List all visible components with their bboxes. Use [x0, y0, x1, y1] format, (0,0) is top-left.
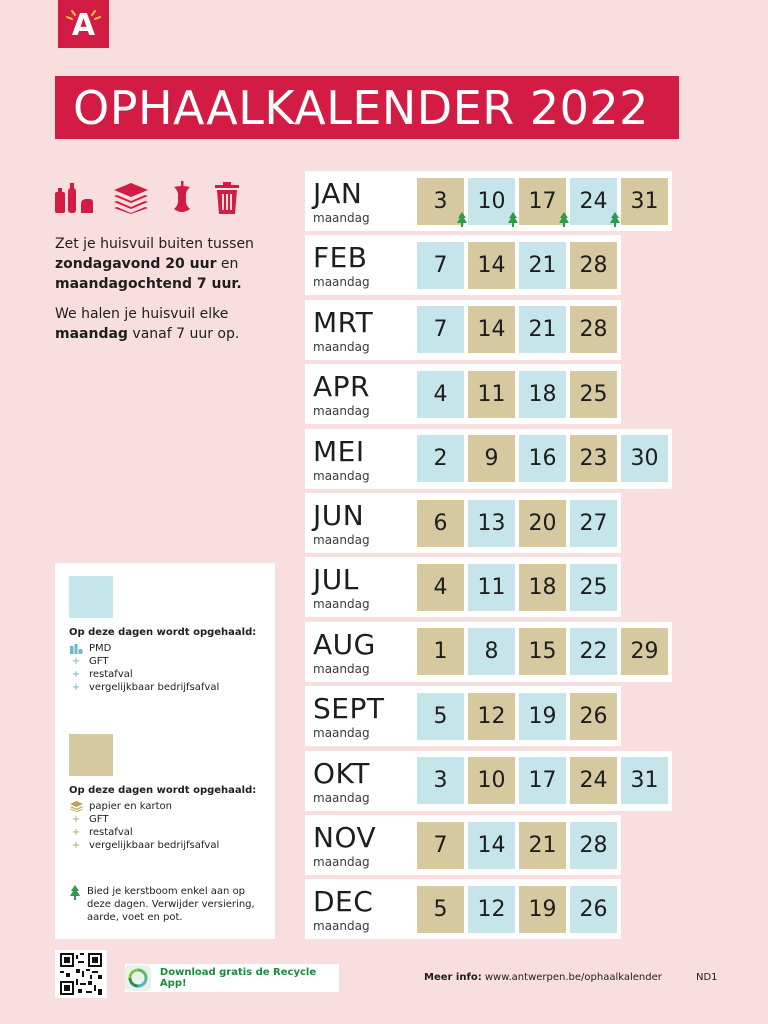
recycle-app-icon	[125, 964, 152, 992]
weekday-label: maandag	[313, 468, 370, 483]
month-label	[305, 751, 417, 811]
legend-item-label: papier en karton	[89, 801, 172, 812]
apple-core-icon	[168, 181, 196, 215]
weekday-label: maandag	[313, 275, 370, 290]
collection-day-blue	[468, 564, 515, 611]
intro-bold: maandag	[55, 326, 128, 342]
list-item	[69, 839, 219, 852]
day-number: 26	[579, 896, 608, 922]
day-number: 25	[579, 574, 608, 600]
intro-text-fragment: en	[216, 256, 239, 272]
collection-day-gold	[417, 564, 464, 611]
collection-days	[417, 242, 617, 289]
day-number: 17	[528, 768, 557, 794]
day-number: 29	[630, 639, 659, 665]
month-row	[305, 171, 672, 231]
christmas-tree-icon	[507, 212, 519, 228]
collection-day-blue	[519, 371, 566, 418]
paper-stack-icon	[112, 182, 150, 214]
list-item	[69, 655, 219, 668]
collection-day-blue	[417, 242, 464, 289]
christmas-tree-icon	[609, 212, 621, 228]
collection-day-gold	[468, 371, 515, 418]
collection-day-blue	[468, 822, 515, 869]
plus-icon: +	[71, 814, 81, 825]
weekday-label: maandag	[313, 919, 370, 934]
collection-days	[417, 822, 617, 869]
list-item	[69, 681, 219, 694]
collection-day-blue	[468, 500, 515, 547]
collection-day-blue	[519, 757, 566, 804]
collection-day-blue	[417, 757, 464, 804]
legend-blue-heading: Op deze dagen wordt opgehaald:	[69, 627, 257, 638]
day-number: 28	[579, 317, 608, 343]
day-number: 7	[433, 252, 448, 278]
collection-day-blue	[468, 628, 515, 675]
collection-day-blue	[519, 435, 566, 482]
day-number: 7	[433, 832, 448, 858]
collection-days	[417, 693, 617, 740]
collection-days	[417, 757, 668, 804]
list-item	[69, 800, 219, 813]
month-name: MEI	[313, 434, 365, 468]
plus-icon: +	[71, 656, 81, 667]
collection-day-blue	[417, 371, 464, 418]
more-info	[424, 972, 662, 983]
page-title: OPHAALKALENDER 2022	[73, 80, 649, 135]
collection-day-gold	[570, 242, 617, 289]
recycle-app-banner[interactable]	[125, 964, 339, 992]
day-number: 12	[477, 703, 506, 729]
list-item	[69, 813, 219, 826]
list-item	[69, 642, 219, 655]
month-name: OKT	[313, 756, 370, 790]
month-row	[305, 429, 672, 489]
day-number: 19	[528, 703, 557, 729]
day-number: 26	[579, 703, 608, 729]
plus-icon: +	[71, 669, 81, 680]
collection-day-gold	[417, 886, 464, 933]
blue-swatch	[69, 576, 113, 618]
day-number: 1	[433, 639, 448, 665]
waste-icons	[54, 180, 240, 216]
plus-icon: +	[71, 827, 81, 838]
collection-day-gold	[570, 435, 617, 482]
logo-letter: A	[71, 8, 96, 43]
month-name: MRT	[313, 305, 374, 339]
month-label	[305, 557, 417, 617]
day-number: 3	[433, 188, 448, 214]
collection-days	[417, 500, 617, 547]
legend-item-label: GFT	[89, 656, 109, 667]
intro-text-fragment: vanaf 7 uur op.	[127, 326, 240, 342]
month-row	[305, 622, 672, 682]
legend-item-label: restafval	[89, 827, 133, 838]
day-number: 7	[433, 317, 448, 343]
weekday-label: maandag	[313, 726, 370, 741]
collection-day-gold	[468, 693, 515, 740]
weekday-label: maandag	[313, 661, 370, 676]
collection-day-blue	[570, 564, 617, 611]
day-number: 10	[477, 188, 506, 214]
day-number: 12	[477, 896, 506, 922]
month-label	[305, 815, 417, 875]
collection-days	[417, 886, 617, 933]
legend-item-label: GFT	[89, 814, 109, 825]
month-label	[305, 879, 417, 939]
month-label	[305, 364, 417, 424]
plus-icon: +	[71, 682, 81, 693]
day-number: 5	[433, 896, 448, 922]
collection-day-blue	[417, 306, 464, 353]
day-number: 18	[528, 574, 557, 600]
collection-days	[417, 564, 617, 611]
day-number: 5	[433, 703, 448, 729]
collection-day-blue	[621, 757, 668, 804]
month-name: SEPT	[313, 692, 385, 726]
collection-day-blue	[468, 178, 515, 225]
collection-day-blue	[519, 693, 566, 740]
day-number: 4	[433, 381, 448, 407]
day-number: 11	[477, 381, 506, 407]
christmas-tree-icon	[456, 212, 468, 228]
collection-days	[417, 178, 668, 225]
collection-day-gold	[519, 500, 566, 547]
day-number: 24	[579, 188, 608, 214]
collection-day-blue	[417, 435, 464, 482]
collection-day-blue	[519, 242, 566, 289]
month-name: JUN	[313, 499, 365, 532]
collection-day-gold	[519, 886, 566, 933]
day-number: 8	[484, 639, 499, 665]
month-name: NOV	[313, 821, 377, 854]
weekday-label: maandag	[313, 211, 370, 225]
month-label	[305, 235, 417, 295]
day-number: 18	[528, 381, 557, 407]
day-number: 4	[433, 574, 448, 600]
collection-day-gold	[621, 178, 668, 225]
day-number: 14	[477, 317, 506, 343]
day-number: 6	[433, 510, 448, 536]
day-number: 14	[477, 252, 506, 278]
christmas-tree-icon	[558, 212, 570, 228]
plus-icon: +	[71, 840, 81, 851]
collection-day-blue	[570, 178, 617, 225]
weekday-label: maandag	[313, 855, 370, 869]
month-label	[305, 300, 417, 360]
weekday-label: maandag	[313, 404, 370, 419]
collection-day-gold	[519, 628, 566, 675]
collection-day-gold	[519, 822, 566, 869]
month-name: FEB	[313, 241, 368, 275]
collection-days	[417, 371, 617, 418]
month-label	[305, 493, 417, 553]
collection-day-blue	[621, 435, 668, 482]
collection-day-gold	[621, 628, 668, 675]
collection-day-gold	[468, 242, 515, 289]
collection-day-gold	[417, 500, 464, 547]
month-name: JUL	[313, 563, 359, 597]
collection-day-gold	[468, 306, 515, 353]
day-number: 22	[579, 639, 608, 665]
collection-day-gold	[570, 371, 617, 418]
day-number: 31	[630, 188, 659, 214]
month-row	[305, 493, 621, 553]
day-number: 13	[477, 510, 506, 536]
day-number: 23	[579, 446, 608, 472]
day-number: 28	[579, 252, 608, 278]
weekday-label: maandag	[313, 597, 370, 612]
intro-text	[55, 234, 285, 354]
day-number: 21	[528, 252, 557, 278]
collection-day-gold	[570, 757, 617, 804]
month-label	[305, 686, 417, 746]
day-number: 17	[528, 188, 557, 214]
month-name: JAN	[313, 177, 363, 210]
trash-bin-icon	[214, 182, 240, 214]
month-row	[305, 686, 621, 746]
month-row	[305, 751, 672, 811]
weekday-label: maandag	[313, 339, 370, 354]
collection-days	[417, 435, 668, 482]
legend-item-label: vergelijkbaar bedrijfsafval	[89, 840, 220, 851]
day-number: 2	[433, 446, 448, 472]
month-row	[305, 879, 621, 939]
collection-day-gold	[468, 757, 515, 804]
day-number: 27	[579, 510, 608, 536]
day-number: 10	[477, 768, 506, 794]
collection-days	[417, 628, 668, 675]
month-row	[305, 364, 621, 424]
day-number: 15	[528, 639, 557, 665]
day-number: 28	[579, 832, 608, 858]
list-item	[69, 826, 219, 839]
collection-day-gold	[570, 693, 617, 740]
month-label	[305, 429, 417, 489]
day-number: 20	[528, 510, 557, 536]
more-info-link[interactable]: www.antwerpen.be/ophaalkalender	[481, 972, 662, 983]
gold-swatch	[69, 734, 113, 776]
weekday-label: maandag	[313, 533, 370, 547]
collection-day-gold	[519, 564, 566, 611]
page-title-bar	[55, 76, 679, 139]
collection-day-blue	[519, 306, 566, 353]
collection-day-blue	[417, 693, 464, 740]
month-name: AUG	[313, 627, 376, 661]
pmd-bottles-icon	[69, 643, 83, 654]
collection-day-blue	[570, 822, 617, 869]
month-name: APR	[313, 370, 370, 404]
collection-day-blue	[570, 500, 617, 547]
month-row	[305, 815, 621, 875]
month-row	[305, 235, 621, 295]
day-number: 16	[528, 446, 557, 472]
weekday-label: maandag	[313, 790, 370, 805]
day-number: 24	[579, 768, 608, 794]
day-number: 30	[630, 446, 659, 472]
legend-panel	[55, 563, 275, 939]
legend-blue-list	[69, 642, 219, 694]
christmas-tree-icon	[69, 885, 81, 901]
collection-day-blue	[570, 886, 617, 933]
legend-gold-list	[69, 800, 219, 852]
list-item	[69, 668, 219, 681]
day-number: 19	[528, 896, 557, 922]
collection-day-gold	[417, 628, 464, 675]
day-number: 11	[477, 574, 506, 600]
legend-item-label: PMD	[89, 643, 112, 654]
day-number: 21	[528, 317, 557, 343]
document-code: ND1	[696, 972, 718, 983]
legend-item-label: restafval	[89, 669, 133, 680]
month-label	[305, 171, 417, 231]
month-label	[305, 622, 417, 682]
day-number: 31	[630, 768, 659, 794]
intro-paragraph-2	[55, 304, 285, 344]
intro-bold: zondagavond 20 uur	[55, 256, 217, 272]
intro-paragraph-1	[55, 234, 285, 294]
collection-day-blue	[570, 628, 617, 675]
collection-day-gold	[468, 435, 515, 482]
month-name: DEC	[313, 885, 374, 919]
collection-day-blue	[468, 886, 515, 933]
legend-gold-heading: Op deze dagen wordt opgehaald:	[69, 785, 257, 796]
day-number: 21	[528, 832, 557, 858]
legend-item-label: vergelijkbaar bedrijfsafval	[89, 682, 220, 693]
christmas-tree-note-text: Bied je kerstboom enkel aan op deze dagen. Verwijder versiering, aarde, voet en pot.	[87, 886, 255, 923]
antwerpen-logo	[58, 0, 109, 48]
month-row	[305, 557, 621, 617]
paper-stack-icon	[69, 801, 83, 812]
day-number: 9	[484, 446, 499, 472]
bottles-icon	[54, 182, 94, 214]
intro-text-fragment: We halen je huisvuil elke	[55, 306, 229, 322]
day-number: 3	[433, 768, 448, 794]
qr-code-icon	[60, 953, 102, 995]
day-number: 25	[579, 381, 608, 407]
recycle-app-text: Download gratis de Recycle App!	[159, 967, 317, 989]
day-number: 14	[477, 832, 506, 858]
collection-day-gold	[417, 178, 464, 225]
collection-days	[417, 306, 617, 353]
collection-day-gold	[519, 178, 566, 225]
christmas-tree-note	[69, 885, 257, 924]
collection-day-gold	[570, 306, 617, 353]
qr-code[interactable]	[55, 950, 107, 998]
month-row	[305, 300, 621, 360]
intro-bold: maandagochtend 7 uur.	[55, 276, 242, 292]
intro-text-fragment: Zet je huisvuil buiten tussen	[55, 236, 254, 252]
more-info-label: Meer info:	[424, 972, 482, 983]
collection-day-gold	[417, 822, 464, 869]
